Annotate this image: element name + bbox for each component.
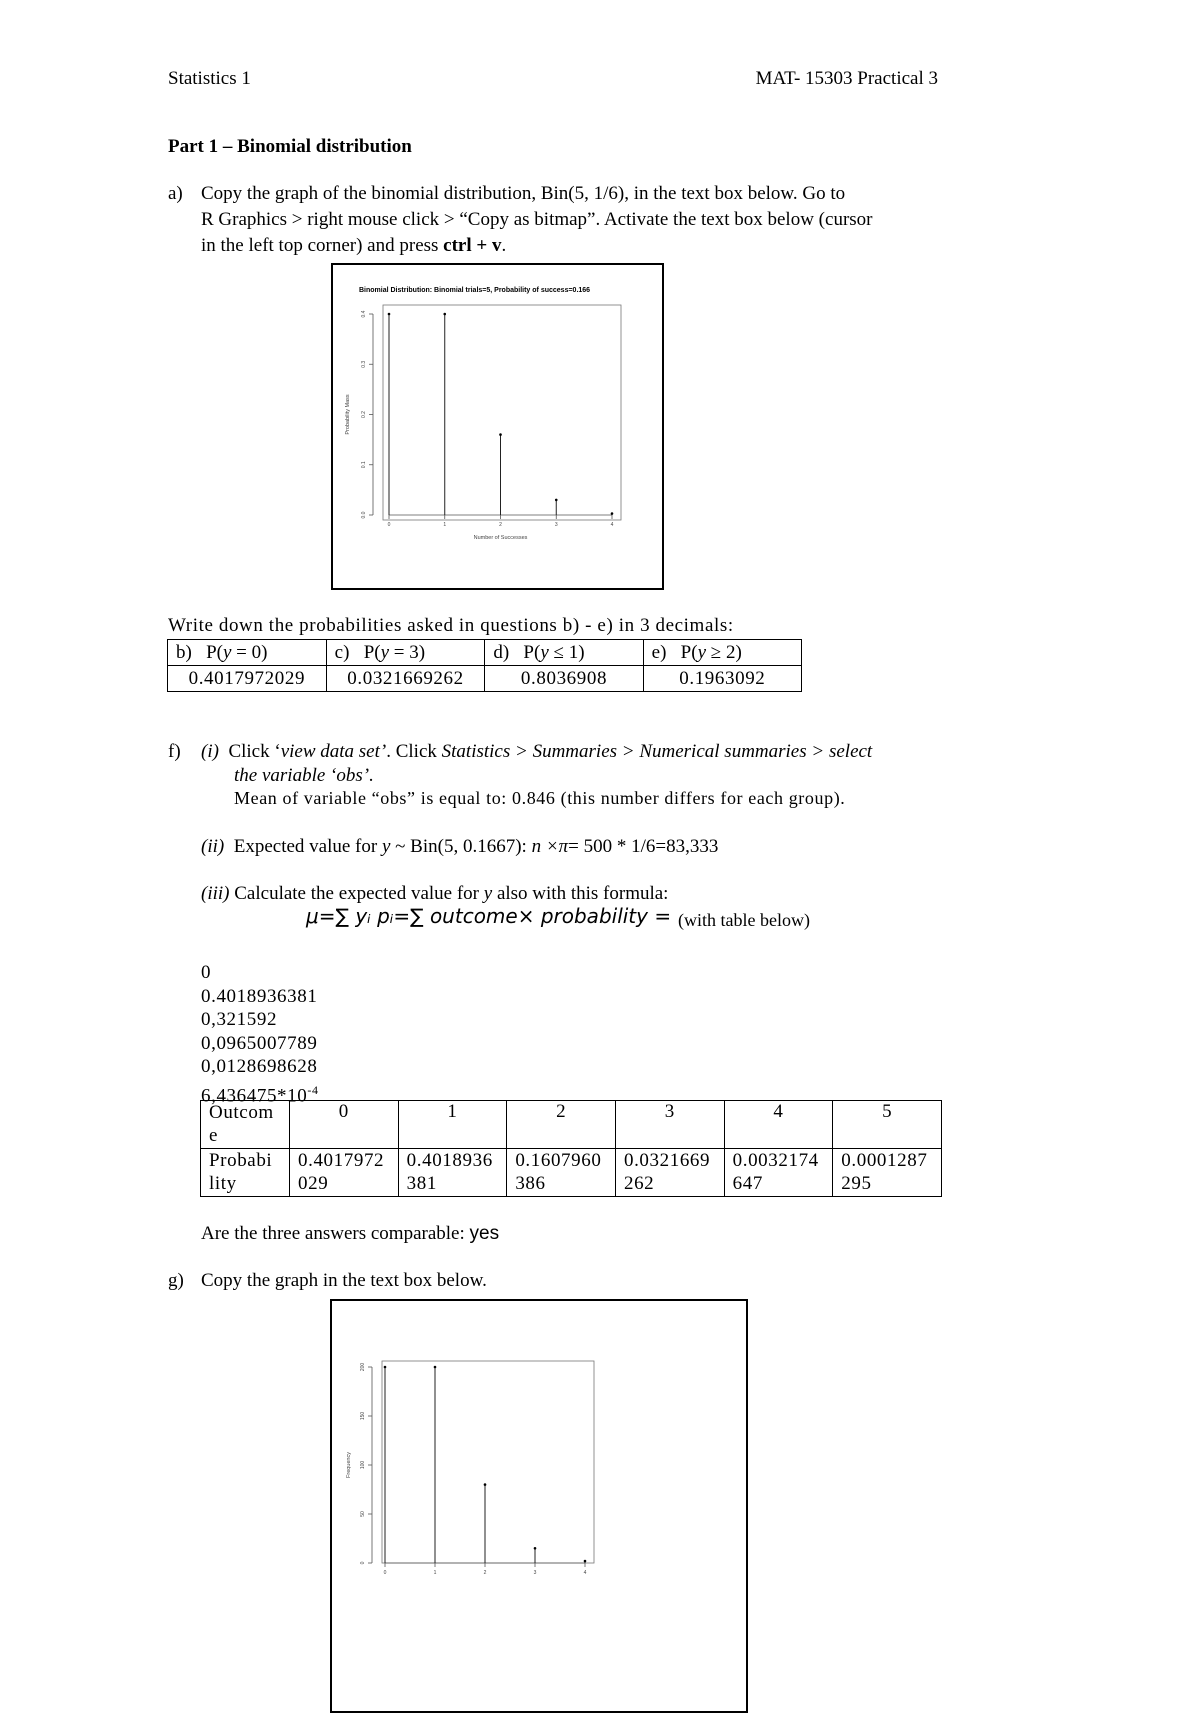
prob-value-e[interactable]: 0.1963092: [643, 666, 801, 692]
header-right: MAT- 15303 Practical 3: [755, 68, 938, 89]
qf-ii-mid: ~ Bin(5, 0.1667):: [390, 836, 532, 857]
qf-i-path: Statistics > Summaries > Numerical summaries > select: [441, 741, 873, 762]
qa-line3-post: .: [501, 235, 507, 256]
bar-point: [443, 313, 446, 316]
bar-point: [384, 1366, 387, 1369]
x-tick-label: 2: [483, 1570, 487, 1576]
y-tick-label: 150: [360, 1411, 366, 1421]
outcome-cell: 1: [398, 1101, 507, 1149]
header-left: Statistics 1: [168, 68, 251, 89]
calc-line: 0: [201, 962, 212, 983]
qa-line1: Copy the graph of the binomial distribution, Bin(5, 1/6), in the text box below. Go to: [201, 183, 846, 204]
probability-cell[interactable]: 0.4017972 029: [290, 1149, 399, 1197]
prob-value-d[interactable]: 0.8036908: [485, 666, 643, 692]
y-tick-label: 0.3: [361, 360, 367, 368]
calc-lines[interactable]: [201, 961, 319, 1107]
qf-iii-post: also with this formula:: [492, 883, 669, 904]
bar-point: [611, 512, 614, 515]
qf-iii-line: [201, 883, 668, 905]
qf-label: f): [168, 741, 181, 762]
y-axis-label: Frequency: [346, 1452, 352, 1478]
comparable-answer[interactable]: yes: [469, 1223, 500, 1244]
calc-line: 0,321592: [201, 1009, 278, 1030]
outcome-cell: 5: [833, 1101, 942, 1149]
y-tick-label: 50: [360, 1511, 366, 1517]
qg-text: Copy the graph in the text box below.: [201, 1270, 487, 1291]
qf-i-line2: [234, 765, 374, 787]
probability-cell[interactable]: 0.0001287 295: [833, 1149, 942, 1197]
outcome-label: Outcom e: [201, 1101, 290, 1149]
x-axis-label: Number of Successes: [473, 535, 528, 541]
probability-cell[interactable]: 0.0321669 262: [615, 1149, 724, 1197]
outcome-cell: 2: [507, 1101, 616, 1149]
part1-title: Part 1 – Binomial distribution: [168, 136, 412, 157]
bar-point: [584, 1560, 587, 1563]
comparable-question: Are the three answers comparable:: [201, 1223, 465, 1244]
expected-value-formula: μ=∑ yᵢ pᵢ=∑ outcome× probability =: [306, 904, 672, 928]
qf-i-text2: . Click: [386, 741, 442, 762]
y-tick-label: 0.4: [361, 310, 367, 318]
chart1-textbox[interactable]: [331, 263, 664, 590]
prob-header-c: c) P(y = 3): [326, 640, 485, 666]
y-tick-label: 200: [360, 1362, 366, 1372]
plot-box: [382, 1361, 594, 1563]
plot-box: [383, 305, 621, 520]
qf-mean-line: Mean of variable “obs” is equal to: 0.846 (this number differs for each group).: [234, 788, 846, 808]
prob-header-e: e) P(y ≥ 2): [643, 640, 801, 666]
x-tick-label: 1: [443, 522, 447, 528]
prob-intro: Write down the probabilities asked in questions b) - e) in 3 decimals:: [168, 615, 734, 636]
calc-line: 0.4018936381: [201, 985, 318, 1007]
qf-iii-pre: Calculate the expected value for: [234, 883, 484, 904]
bar-point: [499, 433, 502, 436]
x-tick-label: 3: [533, 1570, 537, 1576]
qf-i-line1: [201, 741, 872, 763]
prob-header-d: d) P(y ≤ 1): [485, 640, 643, 666]
y-tick-label: 0.0: [361, 511, 367, 519]
bar-point: [555, 499, 558, 502]
qf-i-num: (i): [201, 741, 219, 762]
y-tick-label: 0.1: [361, 461, 367, 469]
bar-point: [388, 313, 391, 316]
qf-ii-var: y: [381, 836, 391, 857]
comparable-line: [201, 1223, 499, 1245]
qf-ii-formula: n ×π: [531, 836, 569, 857]
y-tick-label: 100: [360, 1460, 366, 1470]
prob-header-b: b) P(y = 0): [168, 640, 327, 666]
calc-line: 0,0965007789: [201, 1032, 318, 1054]
qa-line2: R Graphics > right mouse click > “Copy as bitmap”. Activate the text box below (cursor: [201, 209, 873, 230]
qf-ii-line: [201, 836, 718, 858]
qf-iii-num: (iii): [201, 883, 230, 904]
probability-table: [167, 639, 802, 692]
x-tick-label: 4: [610, 522, 614, 528]
qf-ii-post: = 500 * 1/6=83,333: [568, 836, 719, 857]
chart-title: Binomial Distribution: Binomial trials=5, Probability of success=0.166: [359, 287, 591, 294]
y-axis-label: Probability Mass: [345, 394, 351, 435]
qa-label: a): [168, 183, 183, 204]
bar-point: [434, 1366, 437, 1369]
qf-i-path2: the variable ‘obs’.: [234, 765, 374, 786]
chart2-textbox[interactable]: [330, 1299, 748, 1713]
qf-i-text1: Click ‘: [228, 741, 281, 762]
outcome-table: [200, 1100, 942, 1197]
calc-line: 0,0128698628: [201, 1056, 318, 1077]
formula-note: (with table below): [678, 910, 810, 930]
probability-cell[interactable]: 0.1607960 386: [507, 1149, 616, 1197]
qf-ii-num: (ii): [201, 836, 225, 857]
qf-iii-var: y: [483, 883, 493, 904]
bar-point: [484, 1483, 487, 1486]
outcome-cell: 0: [290, 1101, 399, 1149]
qg-label: g): [168, 1270, 184, 1291]
qa-line3-pre: in the left top corner) and press: [201, 235, 444, 256]
x-tick-label: 0: [383, 1570, 387, 1576]
y-tick-label: 0.2: [361, 411, 367, 418]
y-tick-label: 0: [360, 1561, 366, 1565]
bar-point: [534, 1547, 537, 1550]
x-tick-label: 3: [554, 522, 558, 528]
prob-value-c[interactable]: 0.0321669262: [326, 666, 485, 692]
prob-value-b[interactable]: 0.4017972029: [168, 666, 327, 692]
x-tick-label: 0: [387, 522, 391, 528]
calc-line-last: $6,436475*10^{-4}$: [201, 1082, 319, 1106]
x-tick-label: 1: [433, 1570, 437, 1576]
binomial-chart: [333, 265, 662, 588]
probability-cell[interactable]: 0.4018936 381: [398, 1149, 507, 1197]
qa-line3-bold: ctrl + v: [443, 235, 502, 256]
probability-cell[interactable]: 0.0032174 647: [724, 1149, 833, 1197]
probability-label: Probabi lity: [201, 1149, 290, 1197]
x-tick-label: 4: [583, 1570, 587, 1576]
qa-line3: [201, 235, 506, 257]
qf-i-view: view data set’: [280, 741, 387, 762]
qf-ii-pre: Expected value for: [233, 836, 382, 857]
outcome-cell: 4: [724, 1101, 833, 1149]
outcome-cell: 3: [615, 1101, 724, 1149]
frequency-chart: [332, 1301, 746, 1711]
x-tick-label: 2: [499, 522, 502, 528]
